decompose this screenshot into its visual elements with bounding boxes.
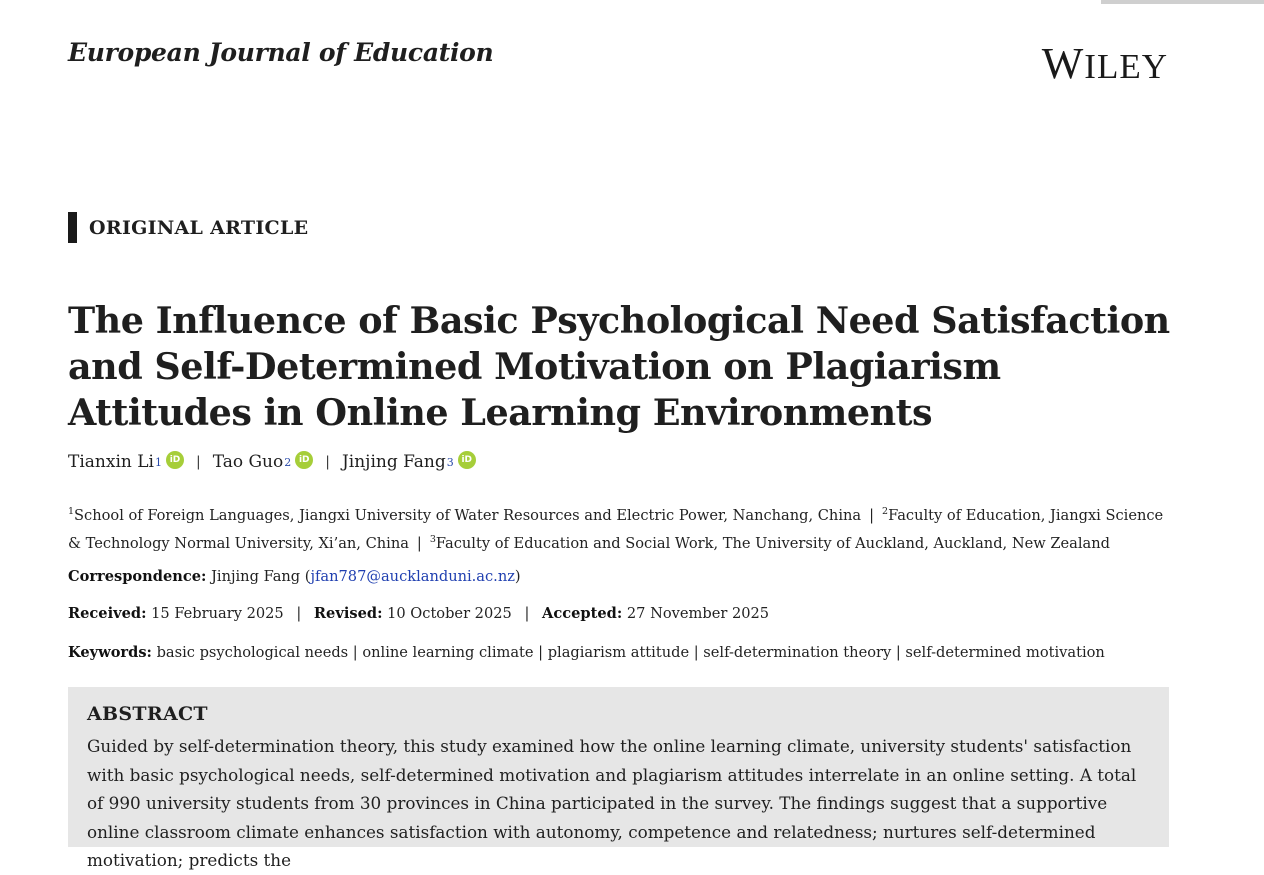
keywords-text: basic psychological needs | online learning climate | plagiarism attitude | self-determination theory | self-determined motivation	[156, 644, 1105, 661]
abstract-heading: ABSTRACT	[87, 703, 208, 725]
top-right-strip	[1101, 0, 1264, 4]
correspondence	[68, 568, 521, 585]
author-separator: |	[195, 454, 201, 470]
article-type-label: ORIGINAL ARTICLE	[89, 216, 309, 239]
author-affiliation-ref[interactable]: 2	[284, 455, 292, 469]
affiliation-separator: |	[869, 506, 875, 524]
orcid-icon[interactable]: iD	[458, 451, 476, 469]
date-separator: |	[524, 605, 530, 622]
affiliation-number: 2	[882, 506, 889, 517]
author-name[interactable]: Tianxin Li	[68, 452, 154, 472]
correspondence-email-link[interactable]: jfan787@aucklanduni.ac.nz	[310, 568, 515, 585]
keywords	[68, 644, 1105, 661]
abstract-section	[68, 687, 1169, 870]
affiliation-number: 1	[68, 506, 75, 517]
affiliation-number: 3	[429, 533, 436, 545]
date-separator: |	[296, 605, 302, 622]
correspondence-paren-open: (	[304, 568, 311, 585]
author-separator: |	[325, 454, 330, 470]
author-li[interactable]	[68, 452, 184, 472]
author-list	[68, 452, 476, 472]
article-type-marker	[68, 212, 77, 243]
article-type	[68, 212, 308, 243]
correspondence-name: Jinjing Fang	[211, 568, 301, 585]
author-affiliation-ref[interactable]: 1	[154, 455, 162, 469]
affiliation-text: Faculty of Education, Jiangxi Science & Technology Normal University, Xi’an, China	[68, 506, 1164, 552]
article-title: The Influence of Basic Psychological Need Satisfaction and Self-Determined Motivation on Plagiarism Attitudes in Online Learning Environments	[68, 299, 1170, 434]
affiliation-separator: |	[416, 534, 422, 552]
affiliation-text: Faculty of Education and Social Work, The University of Auckland, Auckland, New Zealand	[435, 534, 1110, 552]
correspondence-label: Correspondence:	[68, 568, 207, 585]
journal-name: European Journal of Education	[68, 38, 494, 67]
author-fang[interactable]	[342, 452, 476, 472]
received-date: 15 February 2025	[151, 605, 284, 622]
author-name[interactable]: Jinjing Fang	[341, 452, 446, 472]
affiliations	[68, 500, 1178, 556]
author-name[interactable]: Tao Guo	[212, 452, 284, 472]
orcid-icon[interactable]: iD	[166, 451, 184, 469]
keywords-label: Keywords:	[68, 644, 152, 661]
orcid-icon[interactable]: iD	[295, 451, 313, 469]
publisher-logo-initial: W	[1041, 39, 1085, 88]
revised-label: Revised:	[313, 605, 383, 622]
affiliation-text: School of Foreign Languages, Jiangxi University of Water Resources and Electric Power, Nanchang, China	[74, 506, 862, 524]
abstract-text: Guided by self-determination theory, this study examined how the online learning climate, university students' satisfaction with basic psychological needs, self-determined motivation and plagiarism attitudes interrelate in an online setting. A total of 990 university students from 30 provinces in China participated in the survey. The findings suggest that a supportive online classroom climate enhances satisfaction with autonomy, competence and relatedness; nurtures self-determined motivation; predicts the	[87, 736, 1137, 870]
publisher-logo-rest: ILEY	[1084, 47, 1168, 86]
correspondence-paren-close: )	[514, 568, 521, 585]
author-affiliation-ref[interactable]: 3	[446, 455, 454, 469]
received-label: Received:	[68, 605, 147, 622]
article-dates	[68, 605, 769, 622]
accepted-date: 27 November 2025	[626, 605, 770, 622]
accepted-label: Accepted:	[542, 605, 623, 622]
author-guo[interactable]	[213, 452, 314, 472]
revised-date: 10 October 2025	[387, 605, 512, 622]
publisher-logo	[1042, 38, 1168, 89]
